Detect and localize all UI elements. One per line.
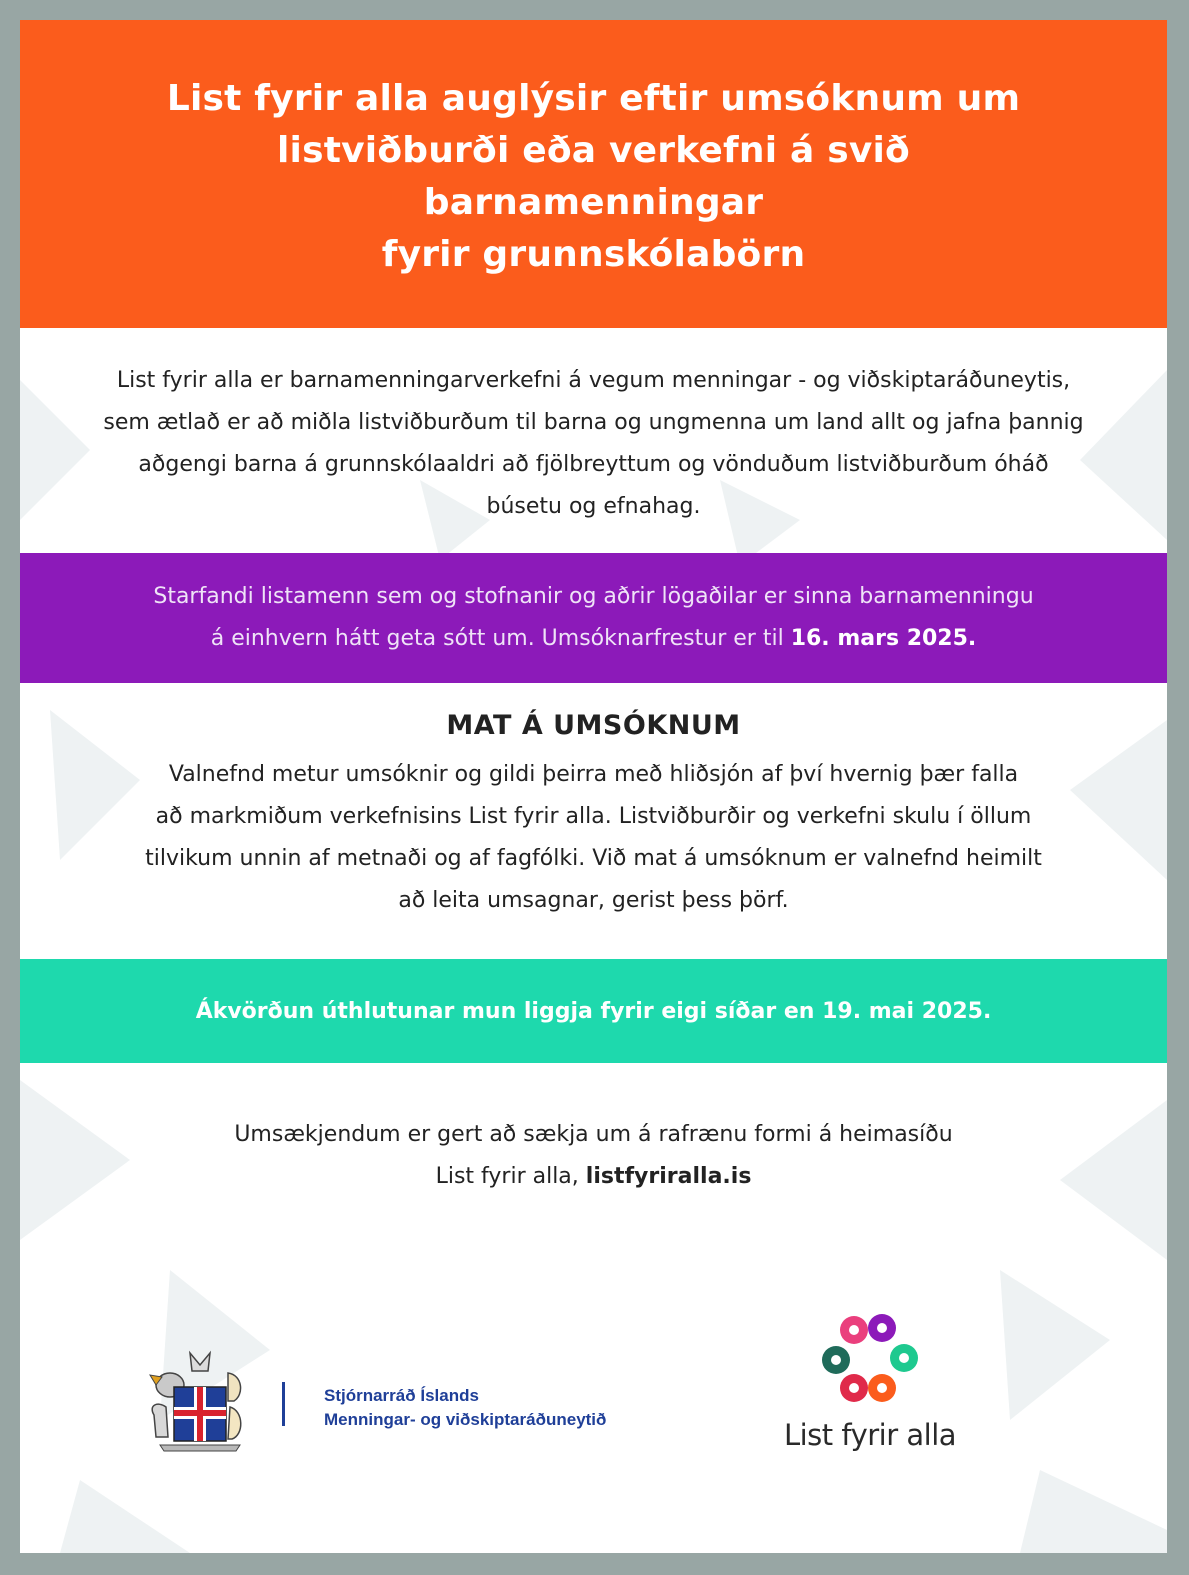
headline-line: fyrir grunnskólabörn [381,234,806,275]
intro-paragraph [60,360,1127,528]
evaluation-paragraph [60,754,1127,922]
evaluation-line: tilvikum unnin af metnaði og af fagfólki. Við mat á umsóknum er valnefnd heimilt [145,846,1042,871]
list-fyrir-alla-logo [816,1308,926,1408]
evaluation-title: MAT Á UMSÓKNUM [446,710,741,741]
coat-of-arms-logo [148,1345,252,1453]
ministry-name: Menningar- og viðskiptaráðuneytið [324,1410,607,1429]
decision-period: . [982,998,992,1024]
decision-lead: Ákvörðun úthlutunar mun liggja fyrir eigi síðar en [195,998,815,1024]
eligibility-line [153,618,1033,660]
application-line [60,1156,1127,1198]
intro-line: List fyrir alla er barnamenningarverkefni á vegum menningar - og viðskiptaráðuneytis, [116,368,1071,393]
application-info [60,1114,1127,1198]
decision-banner [20,959,1167,1063]
eligibility-text [153,576,1033,660]
eligibility-banner [20,553,1167,683]
evaluation-line: Valnefnd metur umsóknir og gildi þeirra með hliðsjón af því hvernig þær falla [168,762,1019,787]
brand-wordmark: List fyrir alla [783,1418,957,1452]
decision-date: 19. mai 2025 [822,998,983,1024]
headline [104,73,1084,281]
intro-line: búsetu og efnahag. [486,494,701,519]
eligibility-line: Starfandi listamenn sem og stofnanir og aðrir lögaðilar er sinna barnamenningu [153,584,1034,609]
eligibility-line-text: á einhvern hátt geta sótt um. Umsóknarfrestur er til [210,626,784,651]
headline-line: listviðburði eða verkefni á svið barnamenningar [277,130,910,223]
evaluation-line: að markmiðum verkefnisins List fyrir alla. Listviðburðir og verkefni skulu í öllum [155,804,1032,829]
headline-banner [20,20,1167,328]
government-title: Stjórnarráð Íslands [324,1386,479,1405]
decision-text [196,999,992,1024]
application-line-text: List fyrir alla, [435,1164,579,1189]
evaluation-line: að leita umsagnar, gerist þess þörf. [398,888,789,913]
application-line: Umsækjendum er gert að sækja um á rafrænu formi á heimasíðu [234,1122,953,1147]
headline-line: List fyrir alla auglýsir eftir umsóknum um [166,78,1021,119]
government-name [324,1384,606,1432]
deadline-date: 16. mars 2025. [790,626,977,651]
website-link[interactable]: listfyriralla.is [585,1164,752,1189]
intro-line: aðgengi barna á grunnskólaaldri að fjölbreyttum og vönduðum listviðburðum óháð [138,452,1049,477]
intro-line: sem ætlað er að miðla listviðburðum til barna og ungmenna um land allt og jafna þannig [103,410,1084,435]
poster [20,20,1167,1553]
logo-divider [282,1382,285,1426]
